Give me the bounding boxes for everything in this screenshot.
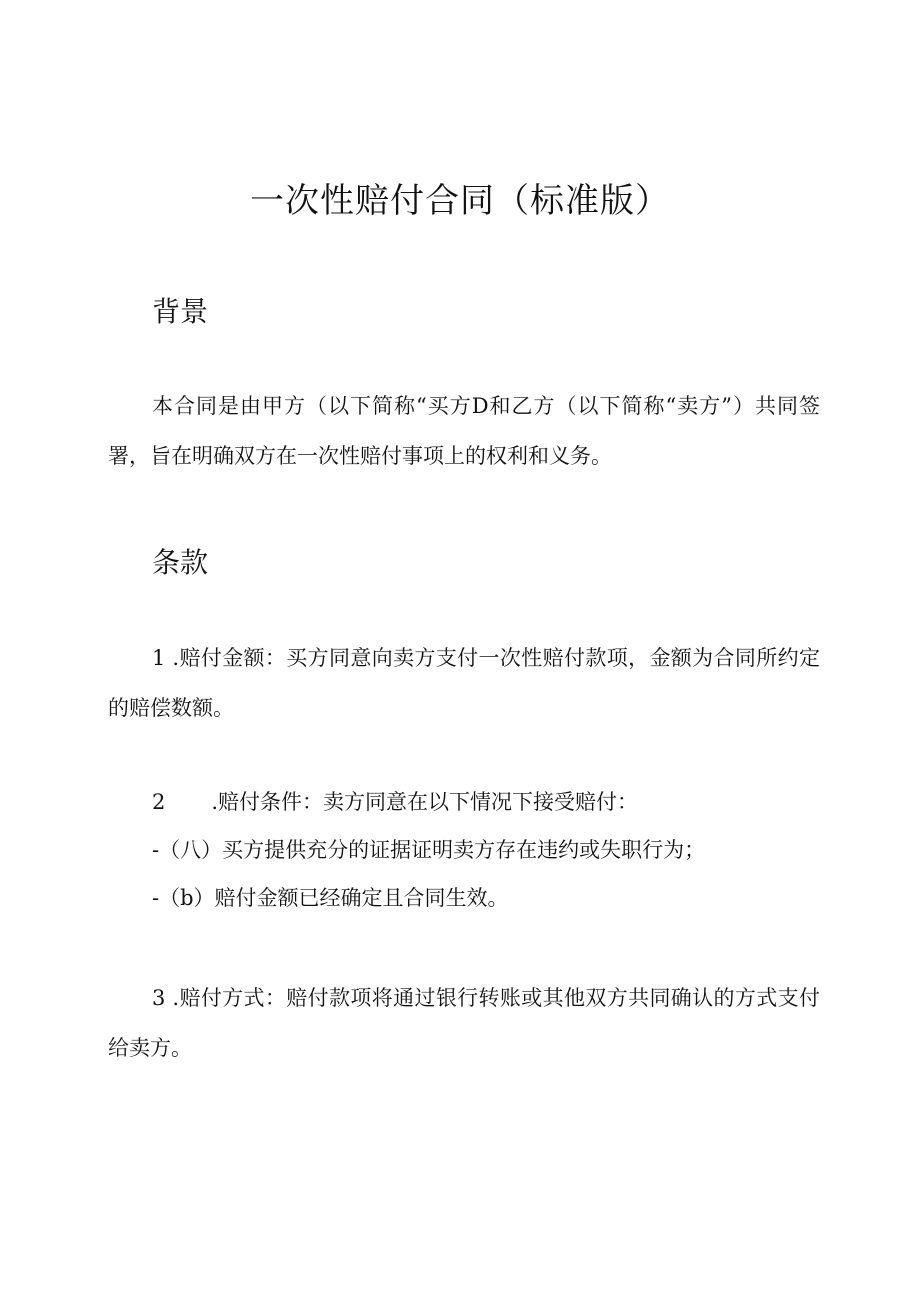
clause-3-number: 3 bbox=[152, 986, 166, 1010]
clause-2-item-a: -（八）买方提供充分的证据证明卖方存在违约或失职行为； bbox=[152, 838, 706, 862]
clause-3 bbox=[108, 973, 820, 1073]
document-title: 一次性赔付合同（标准版） bbox=[250, 181, 670, 221]
clause-2-number: 2 bbox=[152, 790, 166, 814]
background-paragraph: 本合同是由甲方（以下简称“买方D和乙方（以下简称“卖方”）共同签署，旨在明确双方在一次性赔付事项上的权利和义务。 bbox=[108, 394, 820, 468]
clause-3-text: .赔付方式：赔付款项将通过银行转账或其他双方共同确认的方式支付给卖方。 bbox=[108, 986, 820, 1060]
clause-2-item-b: -（b）赔付金额已经确定且合同生效。 bbox=[152, 886, 509, 910]
clause-1-number: 1 bbox=[152, 646, 166, 670]
section-heading-background: 背景 bbox=[152, 295, 209, 328]
section-heading-terms: 条款 bbox=[152, 546, 209, 579]
clause-1 bbox=[108, 633, 820, 733]
clause-2-text: .赔付条件：卖方同意在以下情况下接受赔付： bbox=[211, 790, 639, 814]
clause-2 bbox=[152, 784, 638, 820]
clause-1-text: .赔付金额：买方同意向卖方支付一次性赔付款项，金额为合同所约定的赔偿数额。 bbox=[108, 646, 820, 720]
